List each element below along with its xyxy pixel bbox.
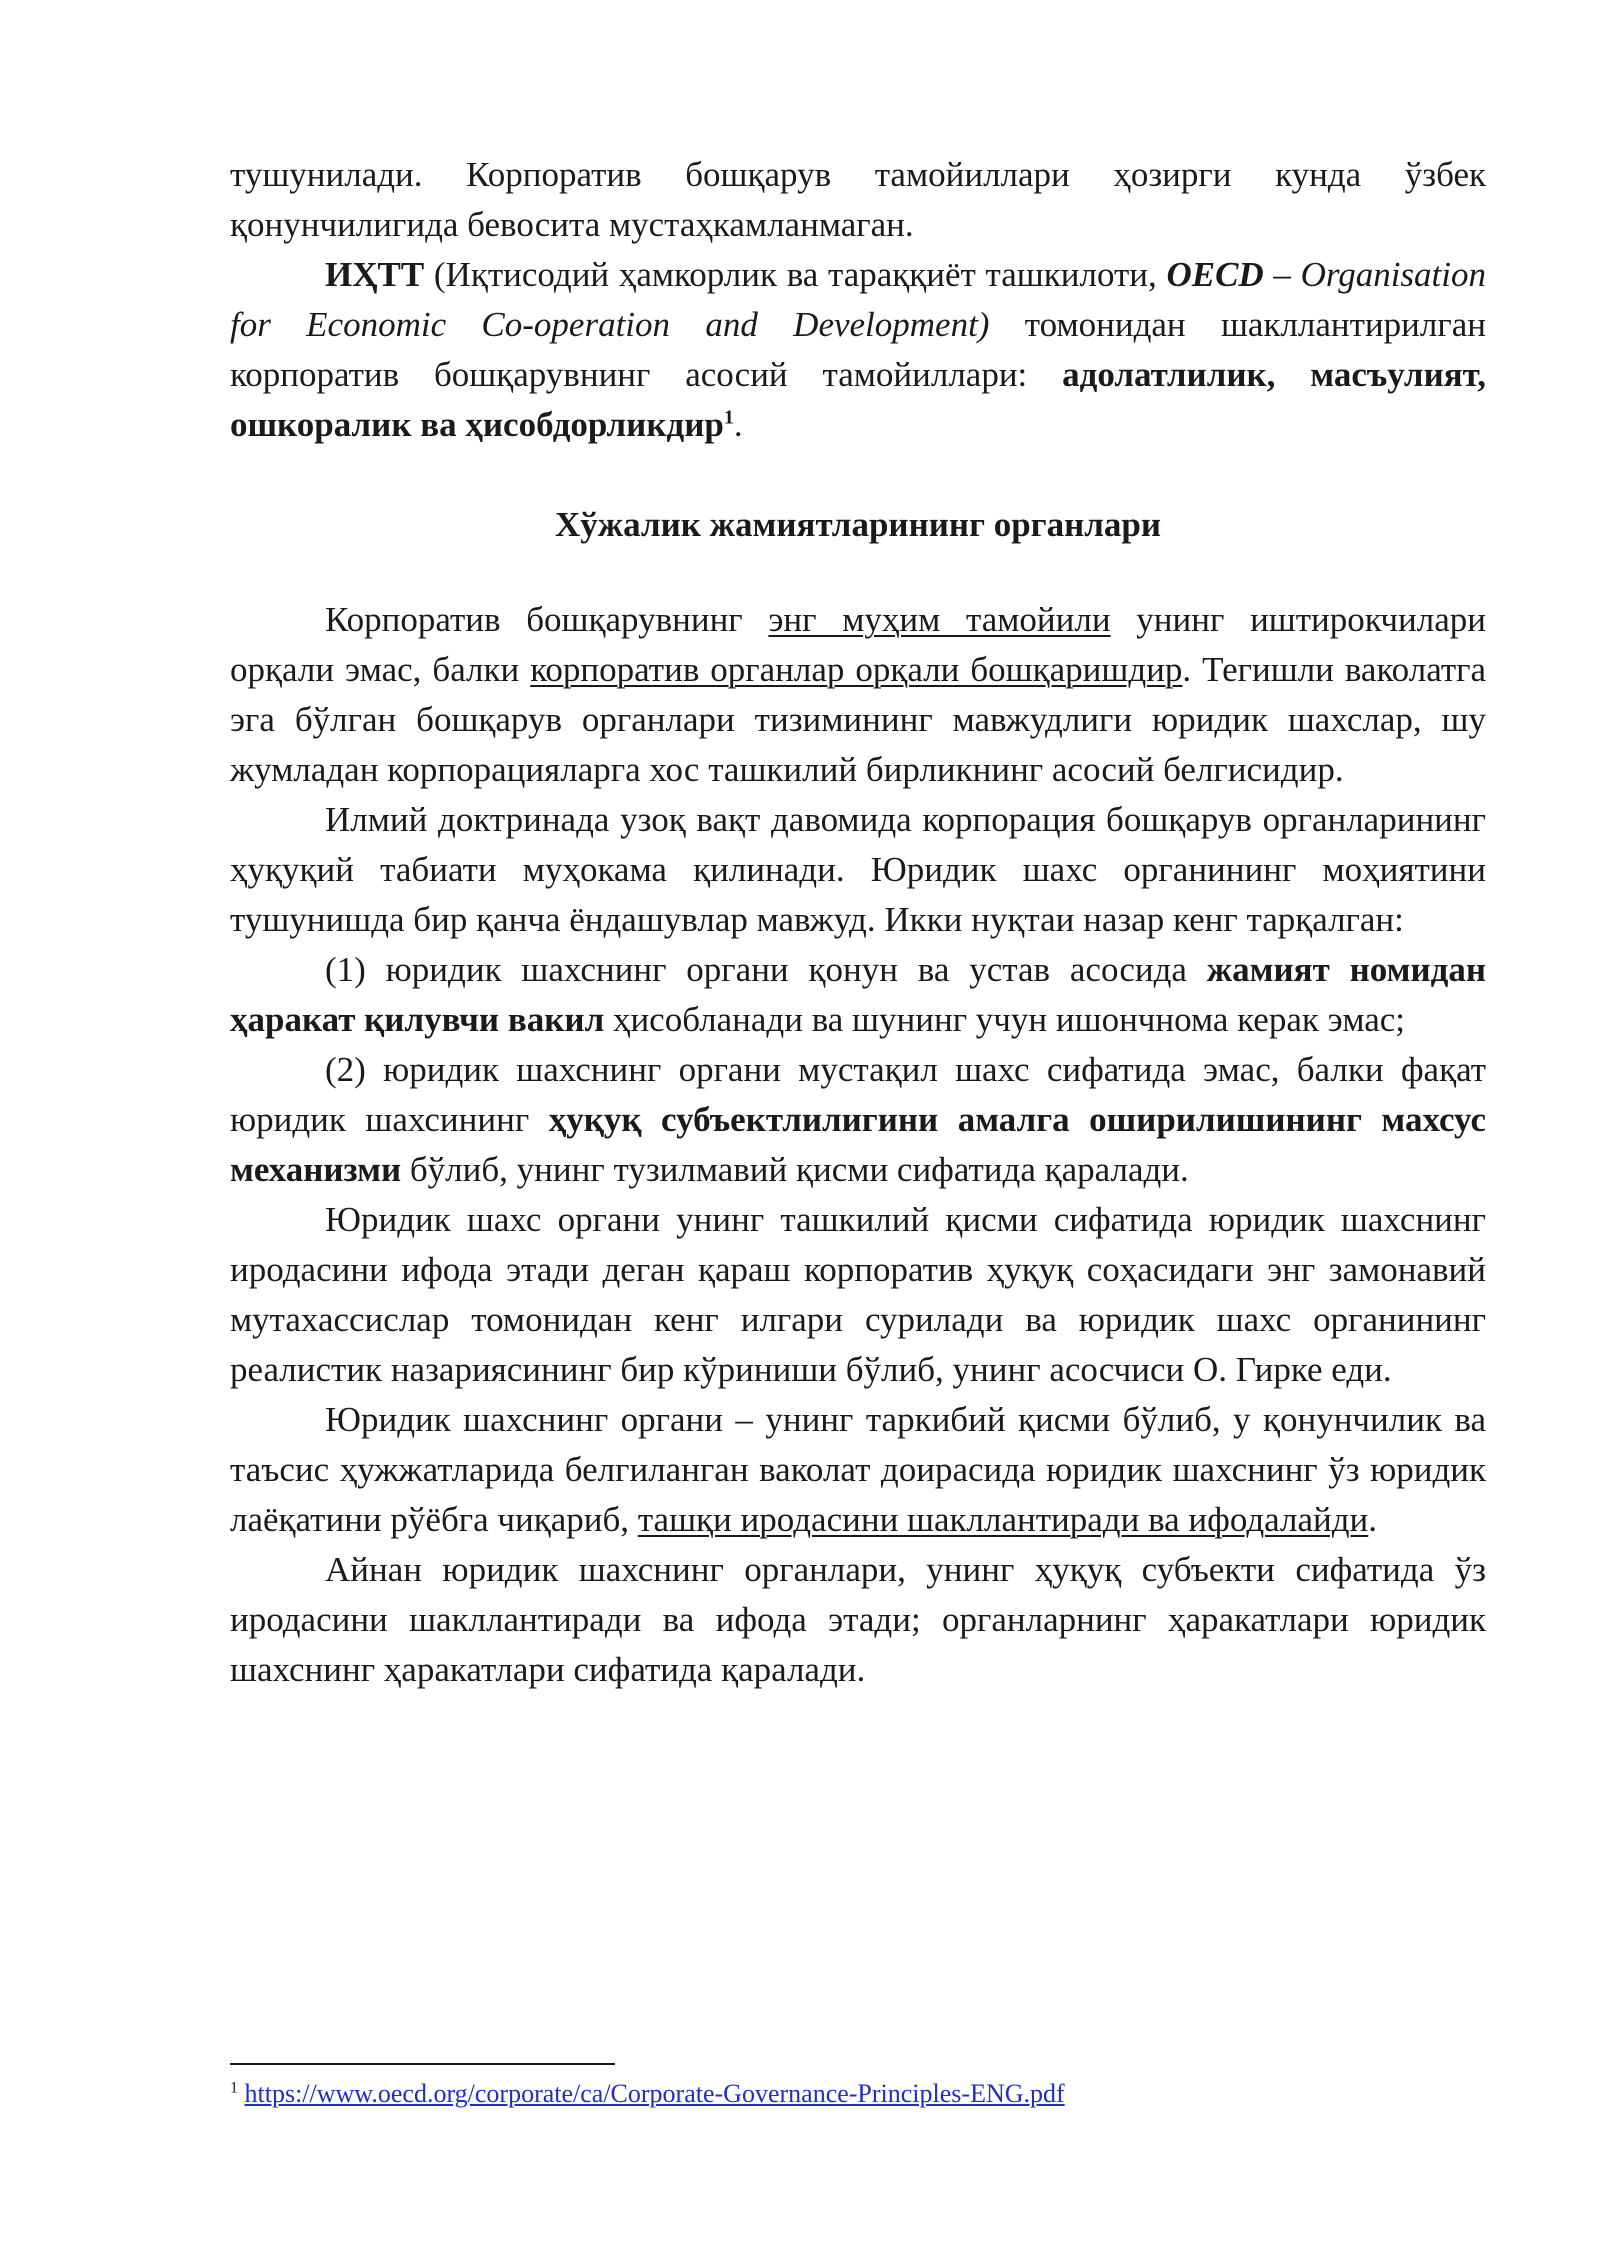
section-heading: Хўжалик жамиятларининг органлари [554,505,1162,544]
text-run: (1) юридик шахснинг органи қонун ва устав асосида [325,950,1207,989]
text-run: Юридик шахснинг органи – унинг таркибий қисми бўлиб, у қонунчилик ва таъсис ҳужжатларида белгиланган ваколат доирасида юридик шахснинг ўз юридик лаёқатини рўёбга чиқариб, [230,1400,1486,1539]
paragraph-doctrine: Илмий доктринада узоқ вақт давомида корпорация бошқарув органларининг ҳуқуқий табиати муҳокама қилинади. Юридик шахс органининг моҳиятини тушунишда бир қанча ёндашувлар мавжуд. Икки нуқтаи назар кенг тарқалган: [230,800,1486,939]
text-run: бўлиб, унинг тузилмавий қисми сифатида қаралади. [401,1150,1189,1189]
oecd-expansion-en: Organisation for Economic Co-operation and Development) [230,255,1486,344]
paragraph-principle [230,595,1486,795]
text-run: (2) юридик шахснинг органи мустақил шахс сифатида эмас, балки фақат юридик шахсининг [230,1050,1486,1139]
period: . [733,405,743,444]
dash: – [1263,255,1301,294]
text-run: ҳисобланади ва шунинг учун ишончнома керак эмас; [604,1000,1406,1039]
footnote-ref[interactable]: 1 [723,406,734,429]
paragraph-intro: тушунилади. Корпоратив бошқарув тамойиллари ҳозирги кунда ўзбек қонунчилигида бевосита мустаҳкамланмаган. [230,155,1486,244]
underlined-corporate-organs: корпоратив органлар орқали бошқаришдир [530,650,1183,689]
paragraph-view-2 [230,1045,1486,1195]
oecd-abbr-en: OECD [1166,255,1264,294]
footnote-marker: 1 [230,2079,238,2097]
text-run: . [1368,1500,1377,1539]
oecd-principles: адолатлилик, масъулият, ошкоралик ва ҳисобдорликдир [230,355,1486,444]
footnote [230,2076,1065,2112]
underlined-external-will: ташқи иродасини шакллантиради ва ифодалайди [637,1500,1369,1539]
paragraph-gierke: Юридик шахс органи унинг ташкилий қисми сифатида юридик шахснинг иродасини ифода этади деган қараш корпоратив ҳуқуқ соҳасидаги энг замонавий мутахассислар томонидан кенг илгари сурилади ва юридик шахс органининг реалистик назариясининг бир кўриниши бўлиб, унинг асосчиси О. Гирке еди. [230,1200,1486,1389]
bold-mechanism: ҳуқуқ субъектлилигини амалга оширилишининг махсус механизми [230,1100,1486,1189]
underlined-key-principle: энг муҳим тамойили [768,600,1111,639]
text-run: . Тегишли ваколатга эга бўлган бошқарув органлари тизимининг мавжудлиги юридик шахслар, шу жумладан корпорацияларга хос ташкилий бирликнинг асосий белгисидир. [230,650,1487,789]
paragraph-oecd [230,250,1486,450]
text-run: Корпоратив бошқарувнинг [325,600,769,639]
oecd-sentence: томонидан шакллантирилган корпоратив бошқарувнинг асосий тамойиллари: [230,305,1486,394]
oecd-abbr-uz: ИҲТТ [325,255,425,294]
footnote-separator [230,2063,615,2065]
text-run: унинг иштирокчилари орқали эмас, балки [230,600,1486,689]
paragraph-view-1 [230,945,1486,1045]
document-page [230,150,1486,1695]
footnote-link[interactable]: https://www.oecd.org/corporate/ca/Corporate-Governance-Principles-ENG.pdf [244,2079,1065,2108]
oecd-expansion-uz: (Иқтисодий ҳамкорлик ва тараққиёт ташкилоти, [424,255,1167,294]
paragraph-organ-definition [230,1395,1486,1545]
bold-representative: жамият номидан ҳаракат қилувчи вакил [230,950,1486,1039]
paragraph-organ-actions: Айнан юридик шахснинг органлари, унинг ҳуқуқ субъекти сифатида ўз иродасини шакллантиради ва ифода этади; органларнинг ҳаракатлари юридик шахснинг ҳаракатлари сифатида қаралади. [230,1550,1486,1689]
